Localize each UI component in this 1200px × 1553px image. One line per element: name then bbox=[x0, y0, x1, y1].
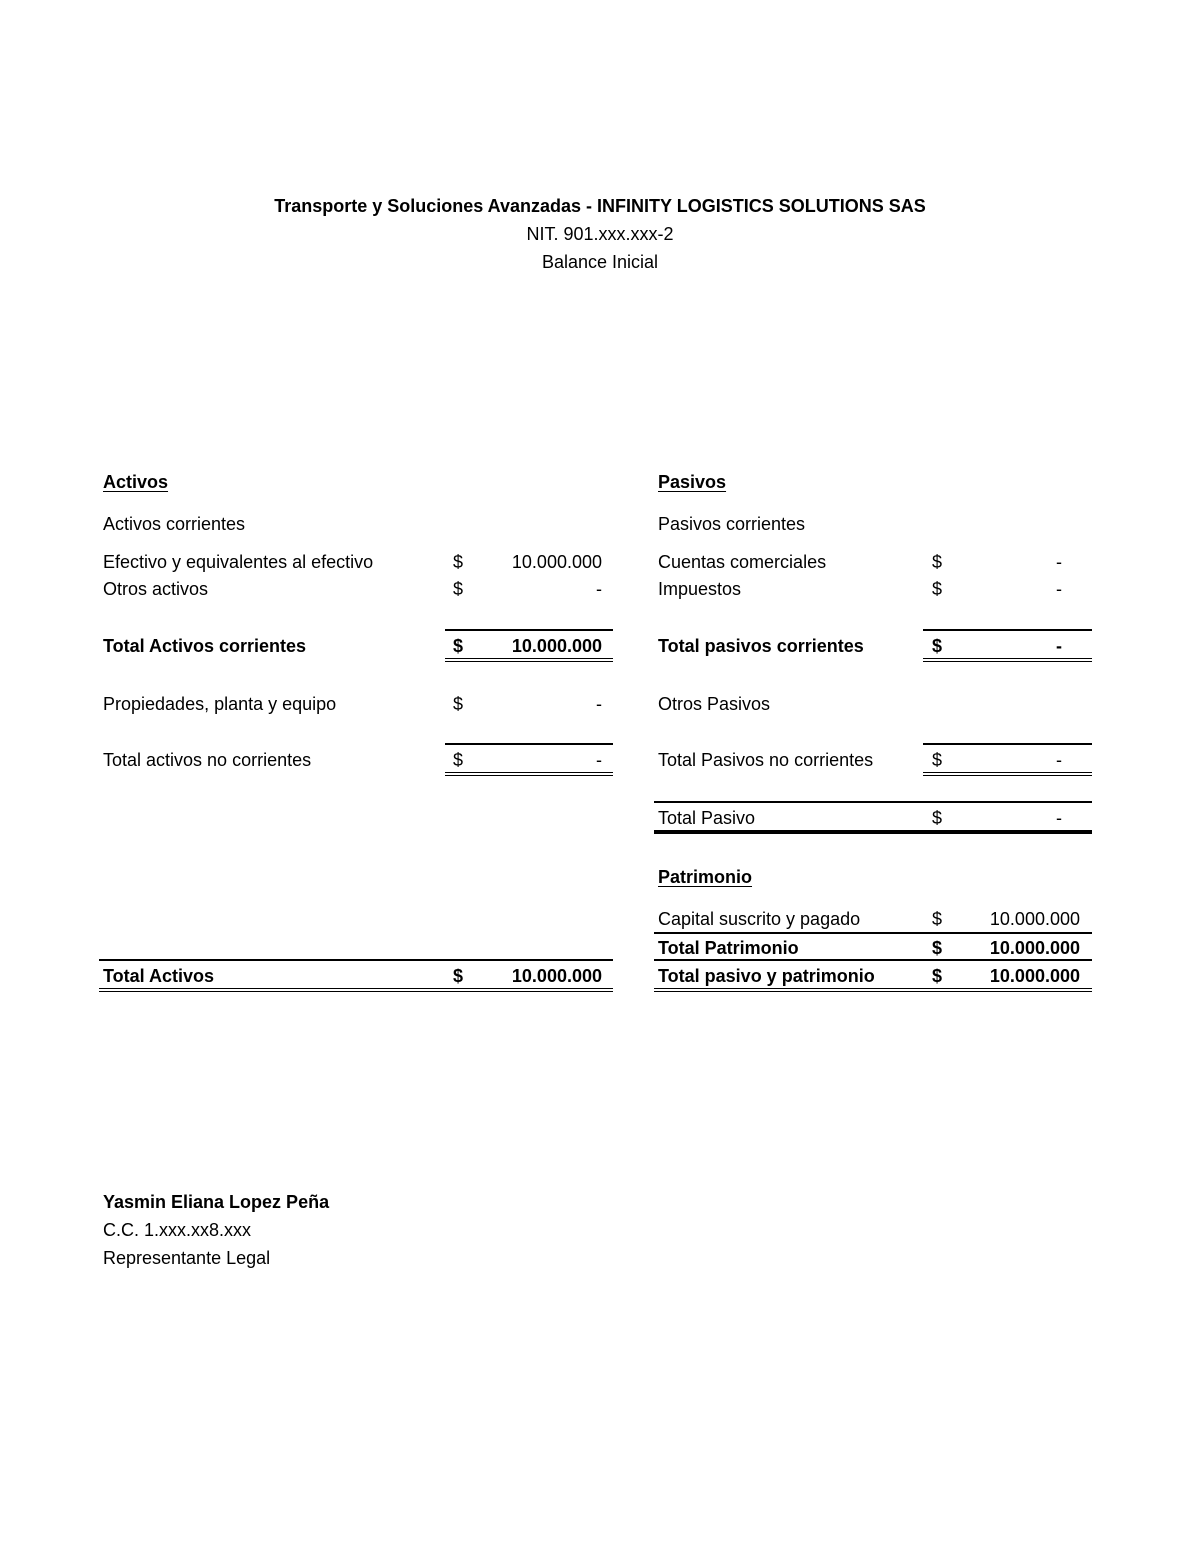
current-assets-heading: Activos corrientes bbox=[103, 514, 246, 534]
total-noncurrent-assets-amount: - bbox=[596, 750, 602, 770]
liabilities-heading: Pasivos bbox=[658, 472, 727, 492]
assets-heading: Activos bbox=[103, 472, 169, 492]
total-liabilities-thick-rule bbox=[654, 830, 1092, 834]
statement-title: Balance Inicial bbox=[541, 252, 659, 272]
asset-cash-currency: $ bbox=[453, 552, 464, 572]
signatory-role: Representante Legal bbox=[103, 1248, 271, 1268]
total-current-liabilities-amount: - bbox=[1056, 636, 1062, 656]
company-nit: NIT. 901.xxx.xxx-2 bbox=[526, 224, 674, 244]
signatory-id: C.C. 1.xxx.xx8.xxx bbox=[103, 1220, 252, 1240]
other-liabilities-label: Otros Pasivos bbox=[658, 694, 771, 714]
signatory-name: Yasmin Eliana Lopez Peña bbox=[103, 1192, 330, 1212]
total-noncurrent-assets-label: Total activos no corrientes bbox=[103, 750, 312, 770]
liability-taxes-currency: $ bbox=[932, 579, 943, 599]
total-liabilities-currency: $ bbox=[932, 808, 943, 828]
total-current-liabilities-double-rule bbox=[923, 658, 1092, 662]
asset-other-amount: - bbox=[596, 579, 602, 599]
total-current-assets-top-rule bbox=[445, 629, 613, 631]
total-assets-double-rule bbox=[99, 988, 613, 992]
total-liab-equity-label: Total pasivo y patrimonio bbox=[658, 966, 875, 986]
liability-accounts-label: Cuentas comerciales bbox=[658, 552, 827, 572]
total-assets-currency: $ bbox=[453, 966, 464, 986]
total-liabilities-label: Total Pasivo bbox=[658, 808, 756, 828]
total-current-liabilities-top-rule bbox=[923, 629, 1092, 631]
company-name: Transporte y Soluciones Avanzadas - INFINITY LOGISTICS SOLUTIONS SAS bbox=[274, 196, 926, 216]
current-liabilities-heading: Pasivos corrientes bbox=[658, 514, 806, 534]
total-noncurrent-assets-double-rule bbox=[445, 772, 613, 776]
total-current-assets-currency: $ bbox=[453, 636, 464, 656]
total-liabilities-top-rule bbox=[654, 801, 1092, 803]
total-noncurrent-liabilities-amount: - bbox=[1056, 750, 1062, 770]
total-liab-equity-double-rule bbox=[654, 988, 1092, 992]
total-current-assets-label: Total Activos corrientes bbox=[103, 636, 307, 656]
liability-taxes-amount: - bbox=[1056, 579, 1062, 599]
liability-taxes-label: Impuestos bbox=[658, 579, 742, 599]
asset-other-label: Otros activos bbox=[103, 579, 209, 599]
asset-ppe-amount: - bbox=[596, 694, 602, 714]
total-noncurrent-liabilities-label: Total Pasivos no corrientes bbox=[658, 750, 874, 770]
asset-ppe-label: Propiedades, planta y equipo bbox=[103, 694, 337, 714]
total-assets-top-rule bbox=[99, 959, 613, 961]
equity-capital-currency: $ bbox=[932, 909, 943, 929]
liability-accounts-amount: - bbox=[1056, 552, 1062, 572]
total-equity-top-rule bbox=[654, 932, 1092, 934]
total-liabilities-amount: - bbox=[1056, 808, 1062, 828]
total-current-assets-amount: 10.000.000 bbox=[511, 636, 602, 656]
total-current-liabilities-currency: $ bbox=[932, 636, 943, 656]
total-noncurrent-liabilities-top-rule bbox=[923, 743, 1092, 745]
total-noncurrent-liabilities-currency: $ bbox=[932, 750, 943, 770]
total-equity-label: Total Patrimonio bbox=[658, 938, 799, 958]
total-current-liabilities-label: Total pasivos corrientes bbox=[658, 636, 864, 656]
equity-capital-label: Capital suscrito y pagado bbox=[658, 909, 861, 929]
total-liab-equity-currency: $ bbox=[932, 966, 943, 986]
total-current-assets-double-rule bbox=[445, 658, 613, 662]
total-noncurrent-assets-top-rule bbox=[445, 743, 613, 745]
total-liab-equity-amount: 10.000.000 bbox=[989, 966, 1080, 986]
asset-ppe-currency: $ bbox=[453, 694, 464, 714]
total-liab-equity-top-rule bbox=[654, 959, 1092, 961]
total-assets-amount: 10.000.000 bbox=[511, 966, 602, 986]
asset-cash-amount: 10.000.000 bbox=[511, 552, 602, 572]
total-noncurrent-liabilities-double-rule bbox=[923, 772, 1092, 776]
total-assets-label: Total Activos bbox=[103, 966, 215, 986]
liability-accounts-currency: $ bbox=[932, 552, 943, 572]
equity-heading: Patrimonio bbox=[658, 867, 753, 887]
total-noncurrent-assets-currency: $ bbox=[453, 750, 464, 770]
total-equity-amount: 10.000.000 bbox=[989, 938, 1080, 958]
asset-cash-label: Efectivo y equivalentes al efectivo bbox=[103, 552, 374, 572]
total-equity-currency: $ bbox=[932, 938, 943, 958]
equity-capital-amount: 10.000.000 bbox=[989, 909, 1080, 929]
asset-other-currency: $ bbox=[453, 579, 464, 599]
